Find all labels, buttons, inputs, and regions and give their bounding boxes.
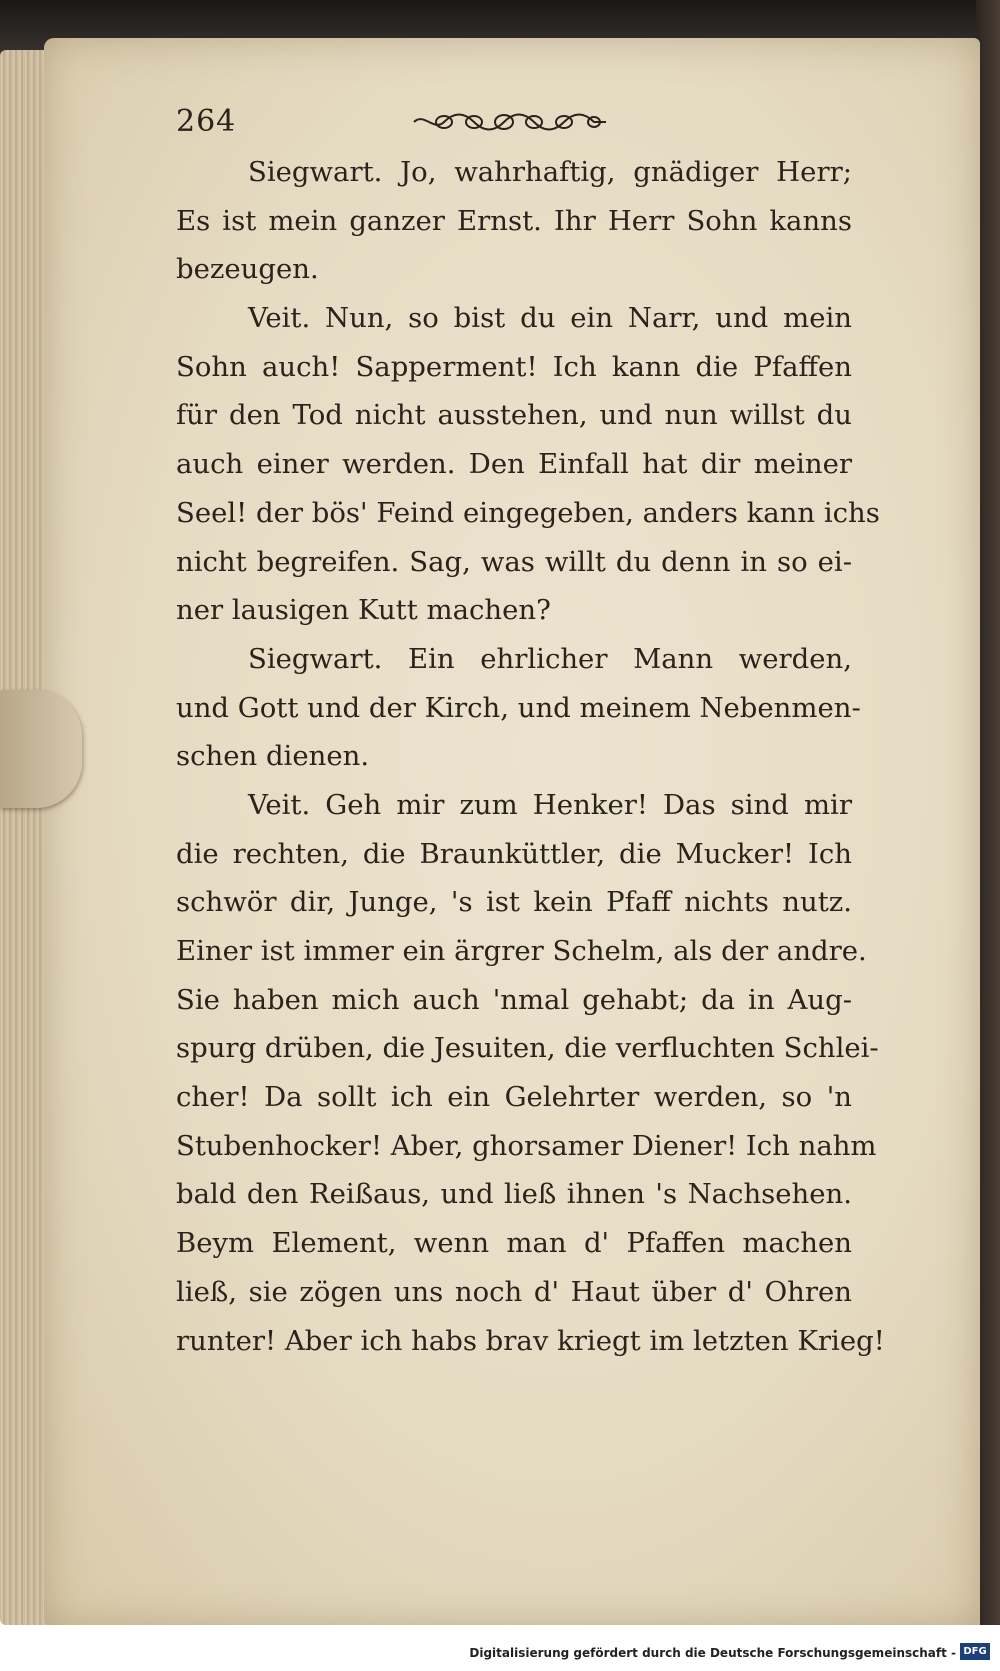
text-line: Stubenhocker! Aber, ghorsamer Diener! Ich nahm	[176, 1129, 877, 1162]
page-number: 264	[176, 104, 237, 139]
text-line: spurg drüben, die Jesuiten, die verfluchten Schlei-	[176, 1032, 879, 1065]
text-line: bezeugen.	[176, 253, 319, 286]
text-line: Siegwart. Ein ehrlicher Mann werden,	[248, 642, 852, 675]
page-text	[176, 148, 885, 1365]
text-line: schwör dir, Junge, 's ist kein Pfaff nichts nutz.	[176, 886, 852, 919]
text-line: ner lausigen Kutt machen?	[176, 594, 551, 627]
text-line: nicht begreifen. Sag, was willt du denn in so ei-	[176, 545, 852, 578]
header-ornament-icon	[410, 108, 610, 134]
text-line: Veit. Geh mir zum Henker! Das sind mir	[248, 788, 852, 821]
text-line: bald den Reißaus, und ließ ihnen 's Nachsehen.	[176, 1178, 852, 1211]
text-line: auch einer werden. Den Einfall hat dir meiner	[176, 448, 852, 481]
text-line: Beym Element, wenn man d' Pfaffen machen	[176, 1227, 852, 1260]
text-line: Einer ist immer ein ärgrer Schelm, als der andre.	[176, 935, 867, 967]
text-line: cher! Da sollt ich ein Gelehrter werden, so 'n	[176, 1081, 852, 1114]
text-line: und Gott und der Kirch, und meinem Nebenmen-	[176, 691, 861, 724]
text-line: Sohn auch! Sapperment! Ich kann die Pfaffen	[176, 350, 852, 383]
text-line: Veit. Nun, so bist du ein Narr, und mein	[248, 302, 852, 335]
text-line: runter! Aber ich habs brav kriegt im letzten Krieg!	[176, 1324, 885, 1357]
digitization-credit: Digitalisierung gefördert durch die Deutsche Forschungsgemeinschaft -	[469, 1646, 956, 1660]
text-line: ließ, sie zögen uns noch d' Haut über d' Ohren	[176, 1275, 852, 1308]
text-line: für den Tod nicht ausstehen, und nun willst du	[176, 399, 852, 432]
text-line: Sie haben mich auch 'nmal gehabt; da in Aug-	[176, 983, 852, 1016]
text-line: schen dienen.	[176, 740, 370, 773]
page-marker-tab	[0, 690, 82, 808]
dfg-logo: DFG	[960, 1643, 990, 1660]
text-line: Seel! der bös' Feind eingegeben, anders kann ichs	[176, 496, 880, 529]
text-line: Es ist mein ganzer Ernst. Ihr Herr Sohn kanns	[176, 204, 852, 237]
text-line: Siegwart. Jo, wahrhaftig, gnädiger Herr;	[248, 156, 852, 188]
text-line: die rechten, die Braunküttler, die Mucker! Ich	[176, 837, 852, 870]
